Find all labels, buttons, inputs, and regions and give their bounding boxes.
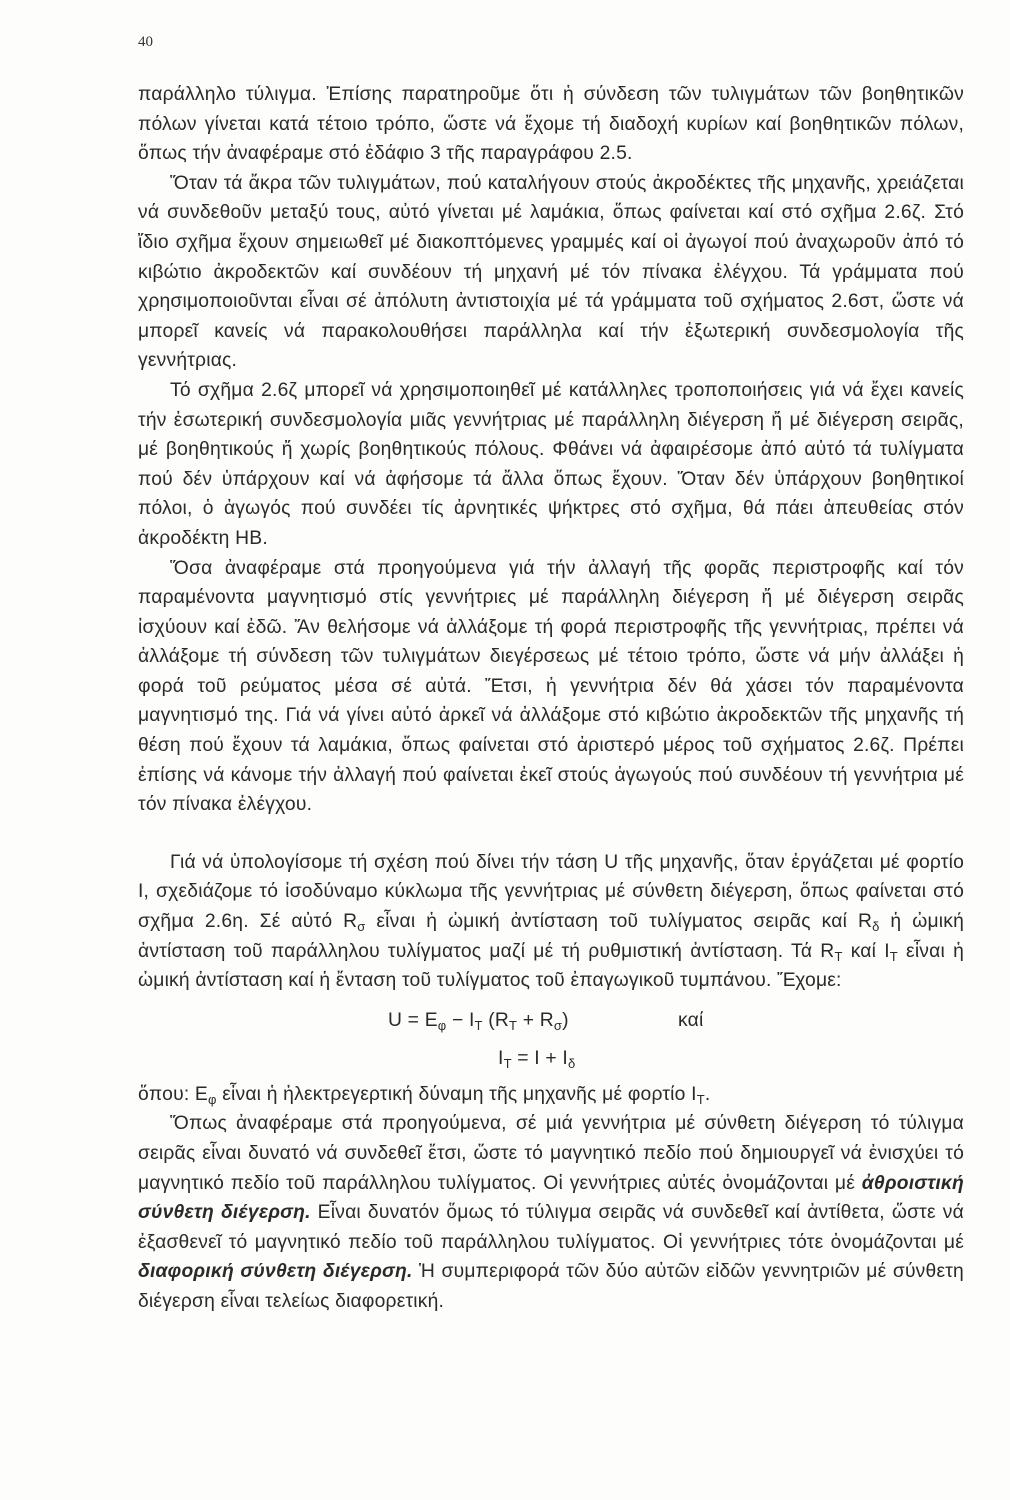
term-differential-compound: διαφορική σύνθετη διέγερση.	[138, 1261, 413, 1283]
paragraph-2: Ὅταν τά ἄκρα τῶν τυλιγμάτων, πού καταλήγουν στούς ἀκροδέκτες τῆς μηχανῆς, χρειάζεται νά συνδεθοῦν μεταξύ τους, αὐτό γίνεται μέ λαμάκια, ὅπως φαίνεται καί στό σχῆμα 2.6ζ. Στό ἴδιο σχῆμα ἔχουν σημειωθεῖ μέ διακοπτόμενες γραμμές καί οἱ ἀγωγοί πού ἀναχωροῦν ἀπό τό κιβώτιο ἀκροδεκτῶν καί συνδέουν τή μηχανή μέ τόν πίνακα ἐλέγχου. Τά γράμματα πού χρησιμοποιοῦνται εἶναι σέ ἀπόλυτη ἀντιστοιχία μέ τά γράμματα τοῦ σχήματος 2.6στ, ὥστε νά μπορεῖ κανείς νά παρακολουθήσει παράλληλα καί τήν ἐξωτερική συνδεσμολογία τῆς γεννήτριας.	[138, 172, 964, 372]
paragraph-5: Γιά νά ὑπολογίσομε τή σχέση πού δίνει τήν τάση U τῆς μηχανῆς, ὅταν ἐργάζεται μέ φορτίο Ι, σχεδιάζομε τό ἰσοδύναμο κύκλωμα τῆς γεννήτριας μέ σύνθετη διέγερση, ὅπως φαίνεται στό σχῆμα 2.6η. Σέ αὐτό $R_\sigma$ εἶναι ἡ ὠμική ἀντίσταση τοῦ τυλίγματος σειρᾶς καί $R_\delta$ ἡ ὠμική ἀντίσταση τοῦ παράλληλου τυλίγματος μαζί μέ τή ρυθμιστική ἀντίσταση. Τά $R_T$ καί $I_T$ εἶναι ἡ ὠμική ἀντίσταση καί ἡ ἔνταση τοῦ τυλίγματος τοῦ ἐπαγωγικοῦ τυμπάνου. Ἔχομε:	[138, 851, 965, 992]
paragraph-4: Ὅσα ἀναφέραμε στά προηγούμενα γιά τήν ἀλλαγή τῆς φορᾶς περιστροφῆς καί τόν παραμένοντα μαγνητισμό στίς γεννήτριες μέ παράλληλη διέγερση ἤ μέ διέγερση σειρᾶς ἰσχύουν καί ἐδῶ. Ἄν θελήσομε νά ἀλλάξομε τή φορά περιστροφῆς τῆς γεννήτριας, πρέπει νά ἀλλάξομε τή σύνδεση τῶν τυλιγμάτων διεγέρσεως μέ τέτοιο τρόπο, ὥστε νά μήν ἀλλάξει ἡ φορά τοῦ ρεύματος μέσα σέ αὐτά. Ἔτσι, ἡ γεννήτρια δέν θά χάσει τόν παραμένοντα μαγνητισμό της. Γιά νά γίνει αὐτό ἀρκεῖ νά ἀλλάξομε στό κιβώτιο ἀκροδεκτῶν τῆς μηχανῆς τή θέση πού ἔχουν τά λαμάκια, ὅπως φαίνεται στό ἀριστερό μέρος τοῦ σχήματος 2.6ζ. Πρέπει ἐπίσης νά κάνομε τήν ἀλλαγή πού φαίνεται ἐκεῖ στούς ἀγωγούς πού συνδέουν τή γεννήτρια μέ τόν πίνακα ἐλέγχου.	[138, 557, 964, 816]
equation-voltage: $U = E_\varphi - I_T$ $(R_T + R_\sigma)$	[388, 1009, 569, 1033]
paragraph-1: παράλληλο τύλιγμα. Ἐπίσης παρατηροῦμε ὅτι ἡ σύνδεση τῶν τυλιγμάτων τῶν βοηθητικῶν πόλων γίνεται κατά τέτοιο τρόπο, ὥστε νά ἔχομε τή διαδοχή κυρίων καί βοηθητικῶν πόλων, ὅπως τήν ἀναφέραμε στό ἐδάφιο 3 τῆς παραγράφου 2.5.	[138, 84, 964, 165]
page-body	[138, 80, 964, 1317]
page-number: 40	[138, 34, 153, 50]
equation-block	[138, 1002, 964, 1078]
paragraph-6: ὅπου: $E_\varphi$ εἶναι ἡ ἠλεκτρεγερτική δύναμη τῆς μηχανῆς μέ φορτίο $I_T$.	[138, 1083, 711, 1107]
equation-conjunction: καί	[678, 1009, 704, 1031]
paragraph-7: Ὅπως ἀναφέραμε στά προηγούμενα, σέ μιά γεννήτρια μέ σύνθετη διέγερση τό τύλιγμα σειρᾶς εἶναι δυνατό νά συνδεθεῖ ἔτσι, ὥστε τό μαγνητικό πεδίο πού δημιουργεῖ νά ἐνισχύει τό μαγνητικό πεδίο τοῦ παράλληλου τυλίγματος. Οἱ γεννήτριες αὐτές ὀνομάζονται μέ ἀθροιστική σύνθετη διέγερση. Εἶναι δυνατόν ὅμως τό τύλιγμα σειρᾶς νά συνδεθεῖ καί ἀντίθετα, ὥστε νά ἐξασθενεῖ τό μαγνητικό πεδίο τοῦ παράλληλου τυλίγματος. Οἱ γεννήτριες τότε ὀνομάζονται μέ διαφορική σύνθετη διέγερση. Ἡ συμπεριφορά τῶν δύο αὐτῶν εἰδῶν γεννητριῶν μέ σύνθετη διέγερση εἶναι τελείως διαφορετική.	[138, 1113, 964, 1312]
equation-current: $I_T = I + I_\delta$	[498, 1047, 576, 1071]
paragraph-3: Τό σχῆμα 2.6ζ μπορεῖ νά χρησιμοποιηθεῖ μέ κατάλληλες τροποποιήσεις γιά νά ἔχει κανείς τήν ἐσωτερική συνδεσμολογία μιᾶς γεννήτριας μέ παράλληλη διέγερση ἤ μέ διέγερση σειρᾶς, μέ βοηθητικούς ἤ χωρίς βοηθητικούς πόλους. Φθάνει νά ἀφαιρέσομε ἀπό αὐτό τά τυλίγματα πού δέν ὑπάρχουν καί νά ἀφήσομε τά ἄλλα ὅπως ἔχουν. Ὅταν δέν ὑπάρχουν βοηθητικοί πόλοι, ὁ ἀγωγός πού συνδέει τίς ἀρνητικές ψήκτρες στό σχῆμα, θά πάει ἀπευθείας στόν ἀκροδέκτη ΗΒ.	[138, 379, 964, 549]
term-cumulative-compound: ἀθροιστική σύνθετη διέγερση.	[138, 1172, 964, 1224]
